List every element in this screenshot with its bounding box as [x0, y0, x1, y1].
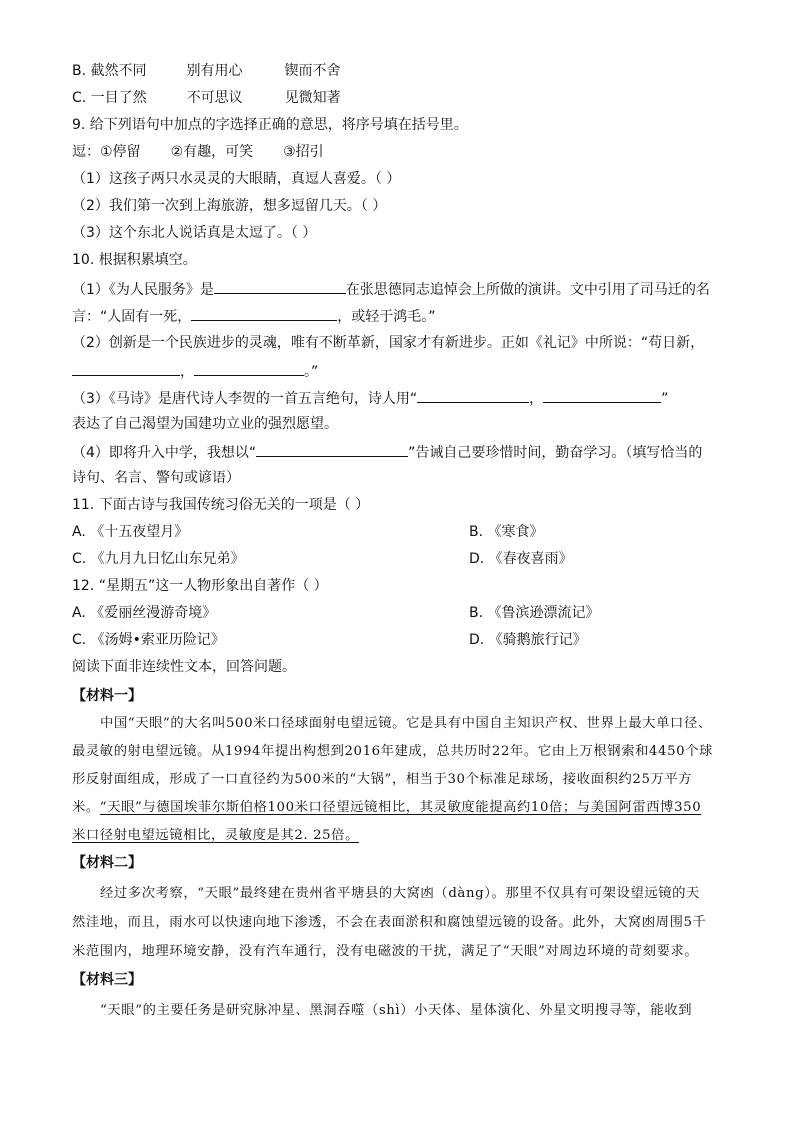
material-2-line: 然洼地，而且，雨水可以快速向地下渗透，不会在表面淤积和腐蚀望远镜的设备。此外，大窝凼周围5千 — [72, 915, 707, 930]
answer-blank[interactable] — [256, 441, 408, 457]
q9-item-3: （3）这个东北人说话真是太逗了。（ ） — [72, 225, 317, 241]
answer-blank[interactable] — [191, 305, 337, 321]
q12-options-row-2 — [72, 630, 587, 650]
material-2-line: 经过多次考察，“天眼”最终建在贵州省平塘县的大窝凼（dàng）。那里不仅具有可架设望远镜的天 — [100, 886, 700, 901]
material-1-line: 形反射面组成，形成了一口直径约为500米的“大锅”，相当于30个标准足球场，接收面积约25万平方 — [72, 772, 693, 787]
underlined-text: “天眼”与德国埃菲尔斯伯格100米口径望远镜相比，其灵敏度能提高约10倍；与美国阿雷西博350 — [99, 800, 702, 815]
answer-blank[interactable] — [417, 387, 529, 403]
q11-option-c[interactable]: C. 《九月九日忆山东兄弟》 — [72, 551, 245, 567]
q12-prompt: 12. “星期五”这一人物形象出自著作（ ） — [72, 578, 328, 594]
q12-option-c[interactable]: C. 《汤姆•索亚历险记》 — [72, 632, 225, 648]
underlined-text: 米口径射电望远镜相比，灵敏度是其2. 25倍。 — [72, 828, 359, 843]
q8-option-c: C. 一目了然 不可思议 见微知著 — [72, 90, 341, 106]
q12-options-row-1 — [72, 603, 600, 623]
q10-item-2-line-b: ， 。” — [72, 360, 318, 382]
q11-options-row-2 — [72, 549, 573, 569]
q10-item-1-line-a: （1）《为人民服务》是 在张思德同志追悼会上所做的演讲。文中引用了司马迁的名 — [72, 278, 710, 300]
reading-intro: 阅读下面非连续性文本，回答问题。 — [72, 659, 296, 675]
material-1-line: 最灵敏的射电望远镜。从1994年提出构想到2016年建成，总共历时22年。它由上万根钢索和4450个球 — [72, 744, 714, 759]
answer-blank[interactable] — [72, 360, 180, 376]
q10-item-3-line-a: （3）《马诗》是唐代诗人李贺的一首五言绝句，诗人用“ ， ” — [72, 387, 668, 409]
q9-definitions: 逗：①停留 ②有趣，可笑 ③招引 — [72, 144, 324, 160]
q12-option-a[interactable]: A. 《爱丽丝漫游奇境》 — [72, 605, 217, 621]
q10-item-4-line-a: （4）即将升入中学，我想以“ ”告诫自己要珍惜时间，勤奋学习。（填写恰当的 — [72, 441, 702, 463]
q10-item-3-line-b: 表达了自己渴望为国建功立业的强烈愿望。 — [72, 416, 338, 432]
answer-blank[interactable] — [214, 278, 346, 294]
material-3-line: “天眼”的主要任务是研究脉冲星、黑洞吞噬（shì）小天体、星体演化、外星文明搜寻等，能收到 — [100, 1003, 693, 1018]
answer-blank[interactable] — [543, 387, 661, 403]
material-1-line: 中国“天眼”的大名叫500米口径球面射电望远镜。它是具有中国自主知识产权、世界上最大单口径、 — [100, 716, 712, 731]
q11-option-b[interactable]: B. 《寒食》 — [469, 524, 544, 540]
q10-item-1-line-b: 言：“人固有一死， ，或轻于鸿毛。” — [72, 305, 436, 327]
q11-options-row-1 — [72, 522, 544, 542]
q12-option-b[interactable]: B. 《鲁滨逊漂流记》 — [469, 605, 600, 621]
material-1-heading: 【材料一】 — [72, 688, 142, 704]
material-1-line: 米。“天眼”与德国埃菲尔斯伯格100米口径望远镜相比，其灵敏度能提高约10倍；与美国阿雷西博350 — [72, 800, 702, 815]
q8-option-b: B. 截然不同 别有用心 锲而不舍 — [72, 63, 341, 79]
q10-item-4-line-b: 诗句、名言、警句或谚语） — [72, 470, 240, 486]
q11-option-d[interactable]: D. 《春夜喜雨》 — [469, 551, 573, 567]
material-2-line: 米范围内，地理环境安静，没有汽车通行，没有电磁波的干扰，满足了“天眼”对周边环境的苛刻要求。 — [72, 944, 699, 959]
answer-blank[interactable] — [194, 360, 304, 376]
q9-item-1: （1）这孩子两只水灵灵的大眼睛，真逗人喜爱。（ ） — [72, 171, 401, 187]
material-3-heading: 【材料三】 — [72, 972, 142, 988]
q11-prompt: 11. 下面古诗与我国传统习俗无关的一项是（ ） — [72, 497, 370, 513]
q9-item-2: （2）我们第一次到上海旅游，想多逗留几天。（ ） — [72, 198, 387, 214]
q10-item-2-line-a: （2）创新是一个民族进步的灵魂，唯有不断革新，国家才有新进步。正如《礼记》中所说：“苟日新， — [72, 335, 705, 351]
material-1-line — [72, 826, 359, 846]
q12-option-d[interactable]: D. 《骑鹅旅行记》 — [469, 632, 587, 648]
q9-prompt: 9. 给下列语句中加点的字选择正确的意思，将序号填在括号里。 — [72, 117, 468, 133]
q11-option-a[interactable]: A. 《十五夜望月》 — [72, 524, 189, 540]
material-2-heading: 【材料二】 — [72, 855, 142, 871]
q10-prompt: 10. 根据积累填空。 — [72, 252, 197, 268]
